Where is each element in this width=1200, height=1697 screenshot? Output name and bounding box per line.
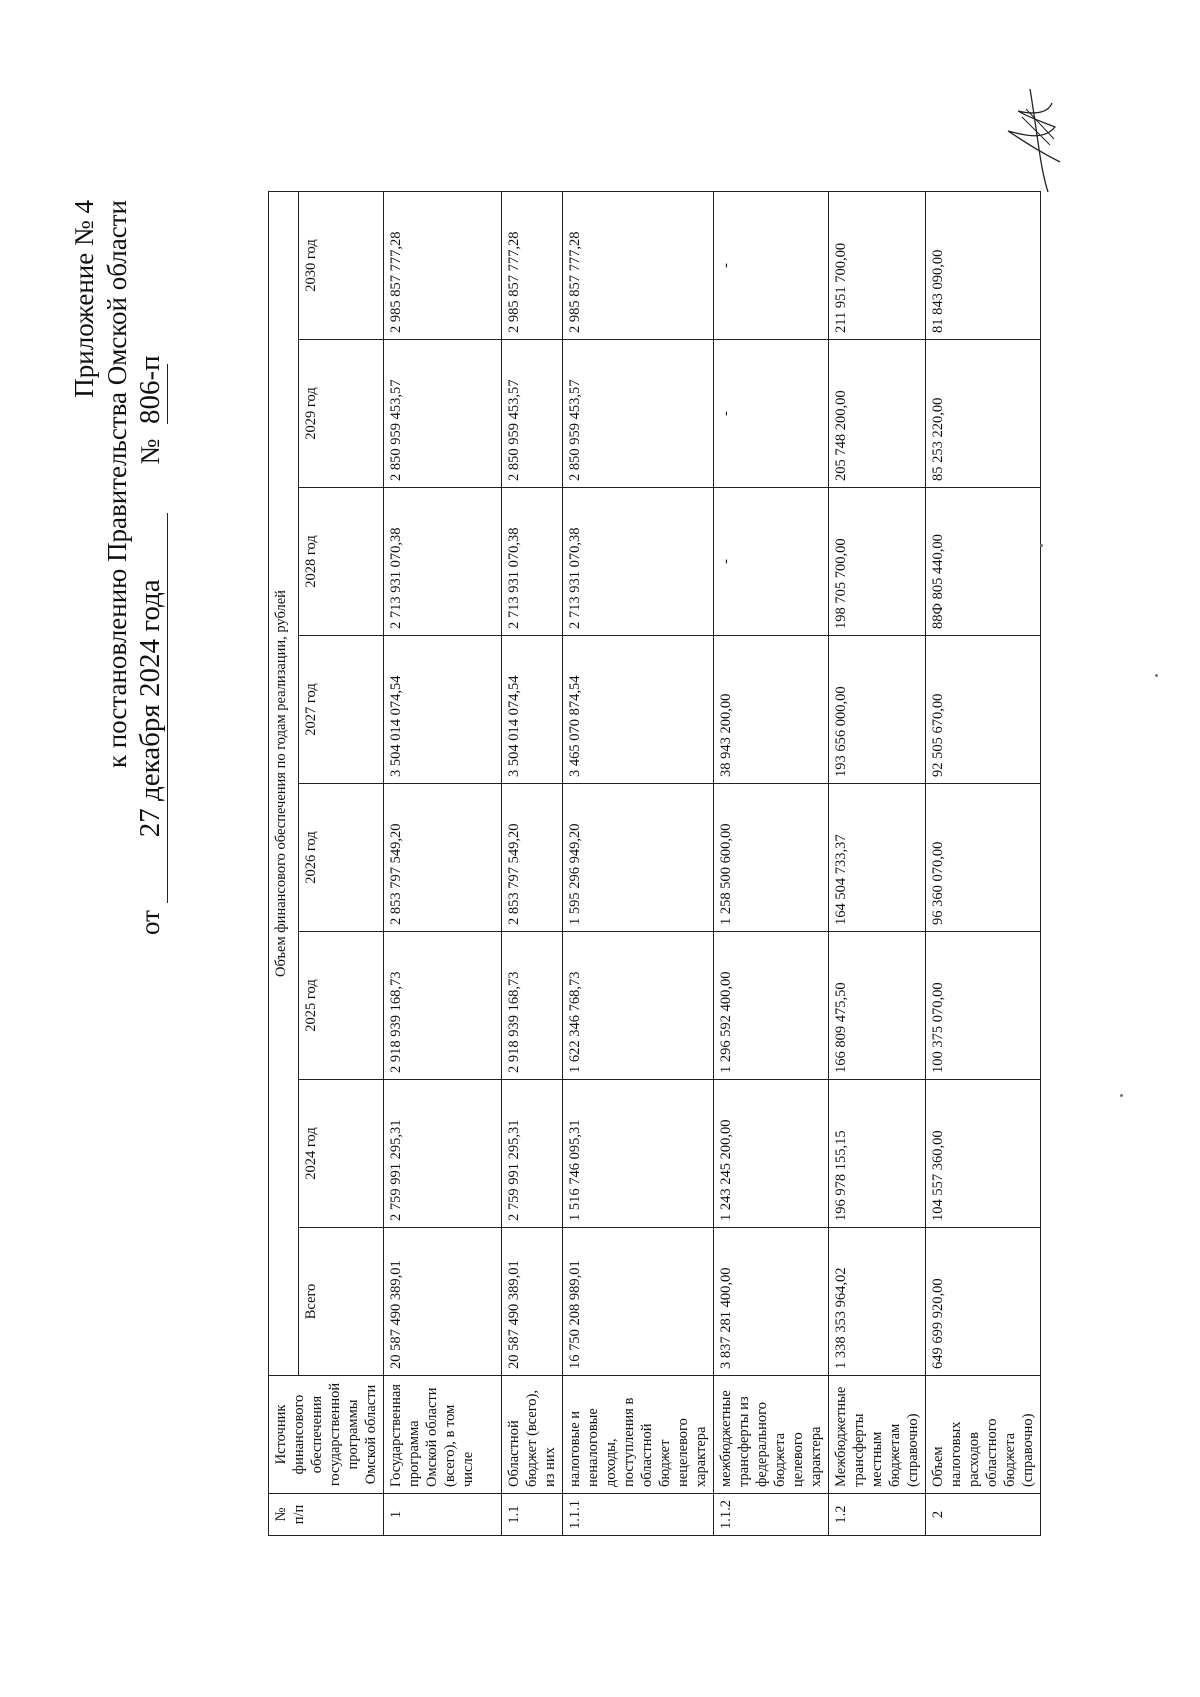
cell-2026: 164 504 733,37 [829,784,926,932]
volume-group-header: Объем финансового обеспечения по годам реализации, рублей [269,192,299,1376]
cell-total: 16 750 208 989,01 [563,1228,714,1376]
cell-2030: 2 985 857 777,28 [502,192,563,340]
scan-speck [1120,1094,1123,1097]
col-2030-header: 2030 год [298,192,383,340]
document-header [68,200,168,960]
cell-2030: 211 951 700,00 [829,192,926,340]
col-2027-header: 2027 год [298,636,383,784]
table-row [563,192,714,1536]
cell-2024: 2 759 991 295,31 [502,1080,563,1228]
cell-2026: 2 853 797 549,20 [384,784,502,932]
cell-2026: 1 595 296 949,20 [563,784,714,932]
scan-speck [1040,544,1043,547]
cell-2028: 88Ф 805 440,00 [926,488,1041,636]
col-total-header: Всего [298,1228,383,1376]
row-source: Межбюджетные трансферты местным бюджетам (справочно) [829,1376,926,1494]
cell-2025: 166 809 475,50 [829,932,926,1080]
appendix-title: Приложение № 4 [69,200,99,398]
resolution-reference: к постановлению Правительства Омской области [102,200,132,769]
col-2025-header: 2025 год [298,932,383,1080]
col-2028-header: 2028 год [298,488,383,636]
cell-2027: 92 505 670,00 [926,636,1041,784]
col-2026-header: 2026 год [298,784,383,932]
col-2024-header: 2024 год [298,1080,383,1228]
row-number: 1.1.1 [563,1494,714,1536]
date-number-line [134,200,168,960]
cell-2027: 3 504 014 074,54 [502,636,563,784]
financing-table [268,191,1041,1536]
row-number: 2 [926,1494,1041,1536]
cell-2027: 193 656 000,00 [829,636,926,784]
cell-2030: - [714,192,829,340]
cell-2027: 3 504 014 074,54 [384,636,502,784]
cell-2028: 198 705 700,00 [829,488,926,636]
row-source: Областной бюджет (всего), из них [502,1376,563,1494]
cell-2029: 205 748 200,00 [829,340,926,488]
cell-2026: 1 258 500 600,00 [714,784,829,932]
cell-total: 649 699 920,00 [926,1228,1041,1376]
cell-2029: 2 850 959 453,57 [563,340,714,488]
cell-2030: 2 985 857 777,28 [563,192,714,340]
resolution-number: 806-п [134,355,166,425]
row-number: 1.1.2 [714,1494,829,1536]
cell-2026: 96 360 070,00 [926,784,1041,932]
cell-2029: 2 850 959 453,57 [384,340,502,488]
resolution-date: 27 декабря 2024 года [134,513,168,903]
table-row [502,192,563,1536]
cell-2027: 38 943 200,00 [714,636,829,784]
header-row-1 [269,192,299,1536]
row-source: Объем налоговых расходов областного бюджета (справочно) [926,1376,1041,1494]
cell-2025: 1 622 346 768,73 [563,932,714,1080]
cell-total: 3 837 281 400,00 [714,1228,829,1376]
row-number: 1.2 [829,1494,926,1536]
cell-total: 20 587 490 389,01 [502,1228,563,1376]
header-row-2 [298,192,383,1536]
cell-2024: 196 978 155,15 [829,1080,926,1228]
table-row [829,192,926,1536]
cell-2029: 2 850 959 453,57 [502,340,563,488]
table-row [384,192,502,1536]
cell-2024: 104 557 360,00 [926,1080,1041,1228]
cell-2029: - [714,340,829,488]
table-row [714,192,829,1536]
cell-2025: 2 918 939 168,73 [502,932,563,1080]
cell-2025: 1 296 592 400,00 [714,932,829,1080]
cell-2029: 85 253 220,00 [926,340,1041,488]
row-source: налоговые и неналоговые доходы, поступления в областной бюджет нецелевого характера [563,1376,714,1494]
cell-2025: 2 918 939 168,73 [384,932,502,1080]
cell-2030: 81 843 090,00 [926,192,1041,340]
row-source: Государственная программа Омской области (всего), в том числе [384,1376,502,1494]
number-label: № [135,438,165,465]
cell-2024: 1 243 245 200,00 [714,1080,829,1228]
row-number: 1 [384,1494,502,1536]
cell-2024: 2 759 991 295,31 [384,1080,502,1228]
scan-speck [1155,674,1158,677]
cell-2028: 2 713 931 070,38 [563,488,714,636]
cell-2030: 2 985 857 777,28 [384,192,502,340]
table-row [926,192,1041,1536]
cell-2028: - [714,488,829,636]
signature-mark [1000,77,1070,197]
cell-total: 20 587 490 389,01 [384,1228,502,1376]
row-number: 1.1 [502,1494,563,1536]
col-source-header: Источник финансового обеспечения государственной программы Омской области [269,1376,384,1494]
row-source: межбюджетные трансферты из федерального бюджета целевого характера [714,1376,829,1494]
from-label: от [135,910,165,935]
cell-2027: 3 465 070 874,54 [563,636,714,784]
cell-total: 1 338 353 964,02 [829,1228,926,1376]
col-num-header: № п/п [269,1494,384,1536]
cell-2024: 1 516 746 095,31 [563,1080,714,1228]
cell-2025: 100 375 070,00 [926,932,1041,1080]
col-2029-header: 2029 год [298,340,383,488]
cell-2028: 2 713 931 070,38 [384,488,502,636]
cell-2028: 2 713 931 070,38 [502,488,563,636]
cell-2026: 2 853 797 549,20 [502,784,563,932]
